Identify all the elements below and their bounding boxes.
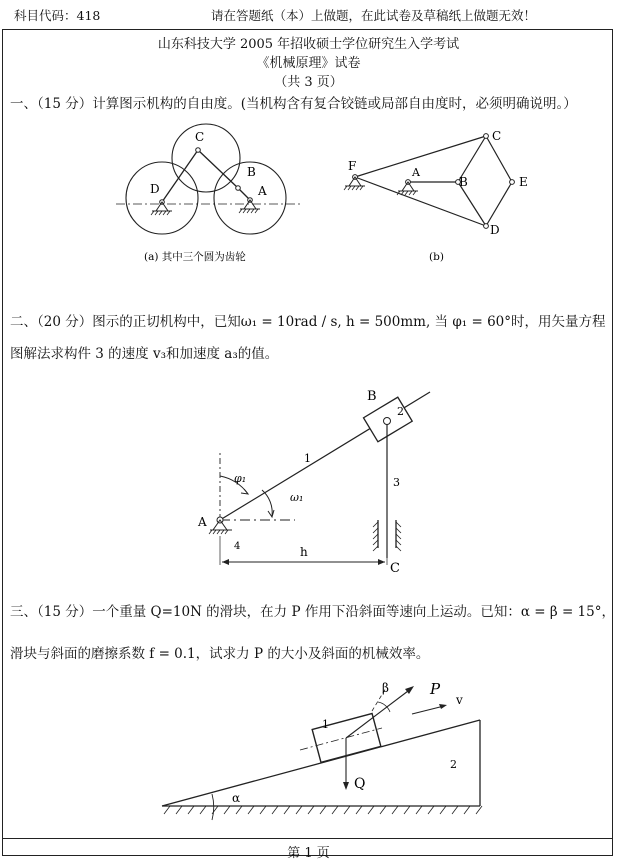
label-c: C <box>195 130 205 144</box>
q3-line2: 滑块与斜面的磨擦系数 f = 0.1，试求力 P 的大小及斜面的机械效率。 <box>10 646 430 662</box>
label-4: 4 <box>234 541 241 552</box>
q2-line2: 图解法求构件 3 的速度 v₃和加速度 a₃的值。 <box>10 346 279 362</box>
label-f: F <box>348 159 357 173</box>
q1-text: 一、（15 分）计算图示机构的自由度。(当机构含有复合铰链或局部自由度时，必须明确说明。） <box>10 96 577 112</box>
label-a: A <box>198 515 207 529</box>
label-1: 1 <box>322 718 329 731</box>
header-notice: 请在答题纸（本）上做题，在此试卷及草稿纸上做题无效！ <box>211 8 537 23</box>
label-d: D <box>490 223 500 237</box>
label-a: A <box>412 166 420 179</box>
label-p: P <box>430 680 441 698</box>
page-number: 第 1 页 <box>287 846 330 861</box>
label-e: E <box>519 175 528 189</box>
q1-figure-b <box>338 122 538 262</box>
label-alpha: α <box>232 791 241 805</box>
label-a: A <box>258 184 267 198</box>
exam-subject: 《机械原理》试卷 <box>256 56 361 71</box>
subject-code: 科目代码：418 <box>14 8 101 23</box>
footer-divider <box>2 838 613 839</box>
q2-line1: 二、（20 分）图示的正切机构中，已知ω₁ = 10rad / s, h = 500mm, 当 φ₁ = 60°时，用矢量方程 <box>10 314 606 330</box>
label-phi1: φ₁ <box>234 472 247 485</box>
label-1: 1 <box>304 452 311 465</box>
label-b: B <box>367 389 377 404</box>
q2-figure <box>190 380 450 580</box>
label-d: D <box>150 182 160 196</box>
label-h: h <box>300 545 308 559</box>
figure-a-caption: (a) 其中三个圆为齿轮 <box>144 251 246 263</box>
label-2: 2 <box>397 405 404 418</box>
label-beta: β <box>382 681 389 695</box>
figure-b-caption: (b) <box>429 251 444 263</box>
label-c: C <box>390 561 400 576</box>
exam-pages: （共 3 页） <box>274 75 343 90</box>
label-v: v <box>456 693 463 707</box>
label-2: 2 <box>450 758 457 771</box>
label-c: C <box>492 129 502 143</box>
q3-figure <box>150 676 500 836</box>
gear-d-circle <box>126 162 198 234</box>
exam-title: 山东科技大学 2005 年招收硕士学位研究生入学考试 <box>157 37 460 52</box>
q3-line1: 三、（15 分）一个重量 Q=10N 的滑块，在力 P 作用下沿斜面等速向上运动。已知：α = β = 15°， <box>10 604 615 620</box>
label-q: Q <box>354 776 366 792</box>
label-b: B <box>459 175 468 189</box>
label-omega1: ω₁ <box>290 491 304 504</box>
label-b: B <box>247 165 256 179</box>
q1-figure-a <box>110 110 310 270</box>
label-3: 3 <box>393 476 400 489</box>
